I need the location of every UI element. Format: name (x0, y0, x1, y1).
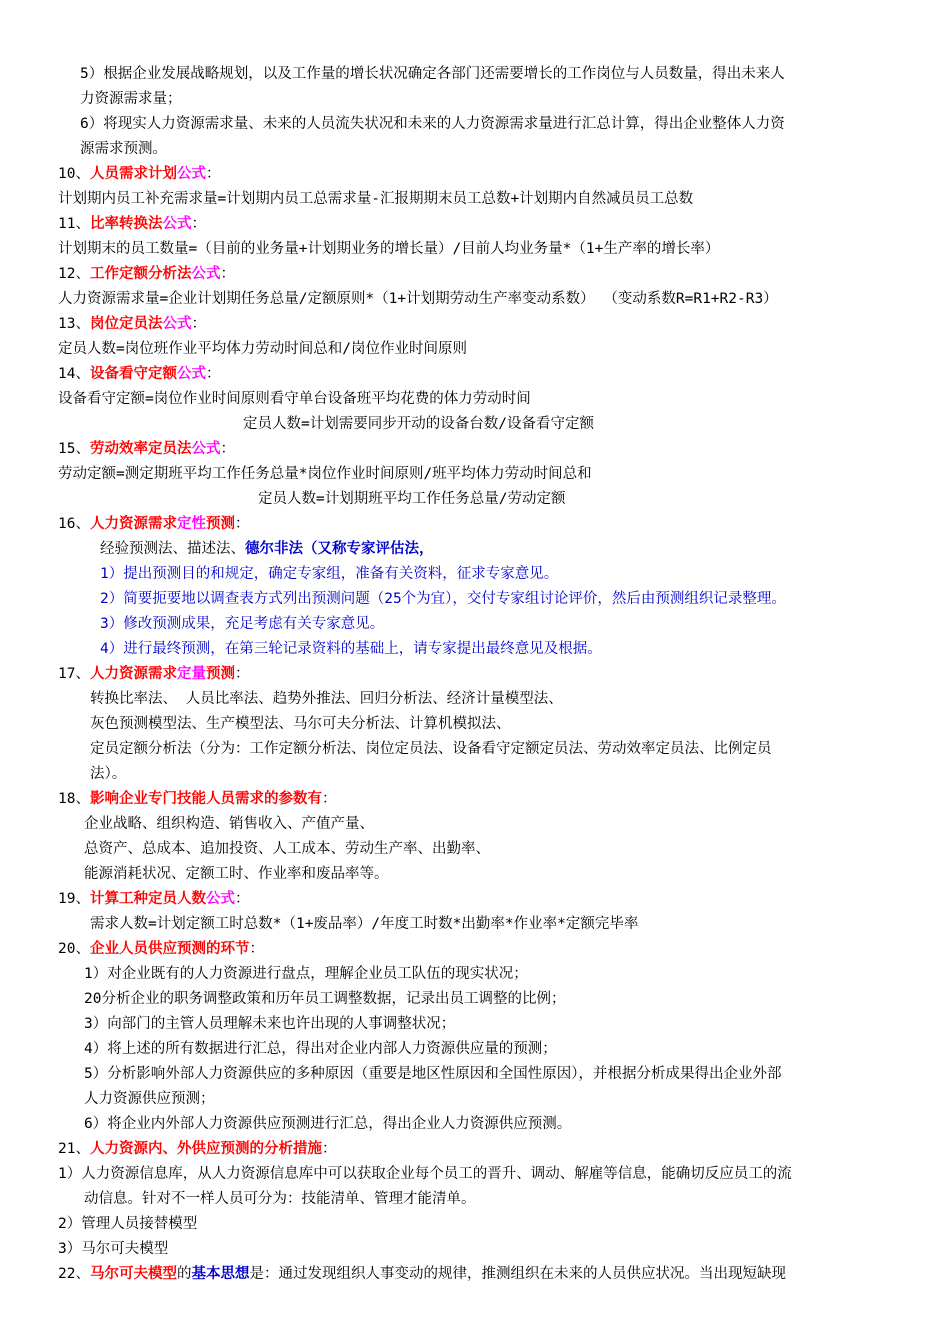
text-line: 灰色预测模型法、生产模型法、马尔可夫分析法、计算机模拟法、 (90, 716, 511, 732)
delphi-step: 2）简要扼要地以调查表方式列出预测问题（25个为宜），交付专家组讨论评价，然后由预测组织记录整理。 (100, 591, 786, 607)
text-line: 企业战略、组织构造、销售收入、产值产量、 (84, 816, 374, 832)
text-line: 能源消耗状况、定额工时、作业率和废品率等。 (84, 866, 389, 882)
delphi-step: 1）提出预测目的和规定，确定专家组，准备有关资料，征求专家意见。 (100, 566, 559, 582)
formula-line: 需求人数=计划定额工时总数*（1+废品率）/年度工时数*出勤率*作业率*定额完毕率 (90, 916, 639, 932)
formula-line: 设备看守定额=岗位作业时间原则看守单台设备班平均花费的体力劳动时间 (58, 391, 531, 407)
formula-line: 计划期内员工补充需求量=计划期内员工总需求量-汇报期期末员工总数+计划期内自然减员员工总数 (58, 191, 694, 207)
text-line: 3）向部门的主管人员理解未来也许出现的人事调整状况； (84, 1016, 456, 1032)
section-heading: 19、计算工种定员人数公式： (58, 891, 250, 907)
text-line: 3）马尔可夫模型 (58, 1241, 169, 1257)
text-line: 转换比率法、 人员比率法、趋势外推法、回归分析法、经济计量模型法、 (90, 691, 563, 707)
section-heading: 11、比率转换法公式： (58, 216, 206, 232)
formula-line: 人力资源需求量=企业计划期任务总量/定额原则*（1+计划期劳动生产率变动系数） （变动系数R=R1+R2-R3） (58, 291, 778, 307)
text-line: 源需求预测。 (80, 141, 167, 157)
text-line: 力资源需求量； (80, 91, 182, 107)
formula-line: 计划期末的员工数量=（目前的业务量+计划期业务的增长量）/目前人均业务量*（1+生产率的增长率） (58, 241, 720, 257)
delphi-step: 3）修改预测成果，充足考虑有关专家意见。 (100, 616, 385, 632)
text-line: 1）人力资源信息库，从人力资源信息库中可以获取企业每个员工的晋升、调动、解雇等信息，能确切反应员工的流 (58, 1166, 792, 1182)
text-line: 5）分析影响外部人力资源供应的多种原因（重要是地区性原因和全国性原因），并根据分析成果得出企业外部 (84, 1066, 782, 1082)
section-heading: 16、人力资源需求定性预测： (58, 516, 250, 532)
text-line: 经验预测法、描述法、德尔非法（又称专家评估法， (100, 541, 434, 557)
formula-line: 定员人数=计划需要同步开动的设备台数/设备看守定额 (243, 416, 594, 432)
formula-line: 定员人数=岗位班作业平均体力劳动时间总和/岗位作业时间原则 (58, 341, 467, 357)
section-heading: 15、劳动效率定员法公式： (58, 441, 235, 457)
text-line: 法）。 (90, 766, 127, 782)
section-heading: 10、人员需求计划公式： (58, 166, 221, 182)
text-line: 5）根据企业发展战略规划，以及工作量的增长状况确定各部门还需要增长的工作岗位与人员数量，得出未来人 (80, 66, 785, 82)
text-line: 20分析企业的职务调整政策和历年员工调整数据，记录出员工调整的比例； (84, 991, 566, 1007)
section-heading: 21、人力资源内、外供应预测的分析措施： (58, 1141, 337, 1157)
section-heading: 14、设备看守定额公式： (58, 366, 221, 382)
section-heading: 12、工作定额分析法公式： (58, 266, 235, 282)
text-line: 2）管理人员接替模型 (58, 1216, 198, 1232)
section-heading: 20、企业人员供应预测的环节： (58, 941, 264, 957)
section-heading: 17、人力资源需求定量预测： (58, 666, 250, 682)
text-line: 总资产、总成本、追加投资、人工成本、劳动生产率、出勤率、 (84, 841, 490, 857)
section-heading: 13、岗位定员法公式： (58, 316, 206, 332)
section-heading: 18、影响企业专门技能人员需求的参数有： (58, 791, 337, 807)
delphi-step: 4）进行最终预测，在第三轮记录资料的基础上，请专家提出最终意见及根据。 (100, 641, 602, 657)
text-line: 6）将企业内外部人力资源供应预测进行汇总，得出企业人力资源供应预测。 (84, 1116, 572, 1132)
text-line: 动信息。针对不一样人员可分为：技能清单、管理才能清单。 (84, 1191, 476, 1207)
text-line: 人力资源供应预测； (84, 1091, 215, 1107)
formula-line: 定员人数=计划期班平均工作任务总量/劳动定额 (258, 491, 566, 507)
text-line: 6）将现实人力资源需求量、未来的人员流失状况和未来的人力资源需求量进行汇总计算，得出企业整体人力资 (80, 116, 785, 132)
text-line: 4）将上述的所有数据进行汇总，得出对企业内部人力资源供应量的预测； (84, 1041, 557, 1057)
text-line: 定员定额分析法（分为：工作定额分析法、岗位定员法、设备看守定额定员法、劳动效率定员法、比例定员 (90, 741, 772, 757)
formula-line: 劳动定额=测定期班平均工作任务总量*岗位作业时间原则/班平均体力劳动时间总和 (58, 466, 592, 482)
section-heading: 22、马尔可夫模型的基本思想是：通过发现组织人事变动的规律，推测组织在未来的人员供应状况。当出现短缺现 (58, 1266, 786, 1282)
text-line: 1）对企业既有的人力资源进行盘点，理解企业员工队伍的现实状况； (84, 966, 528, 982)
